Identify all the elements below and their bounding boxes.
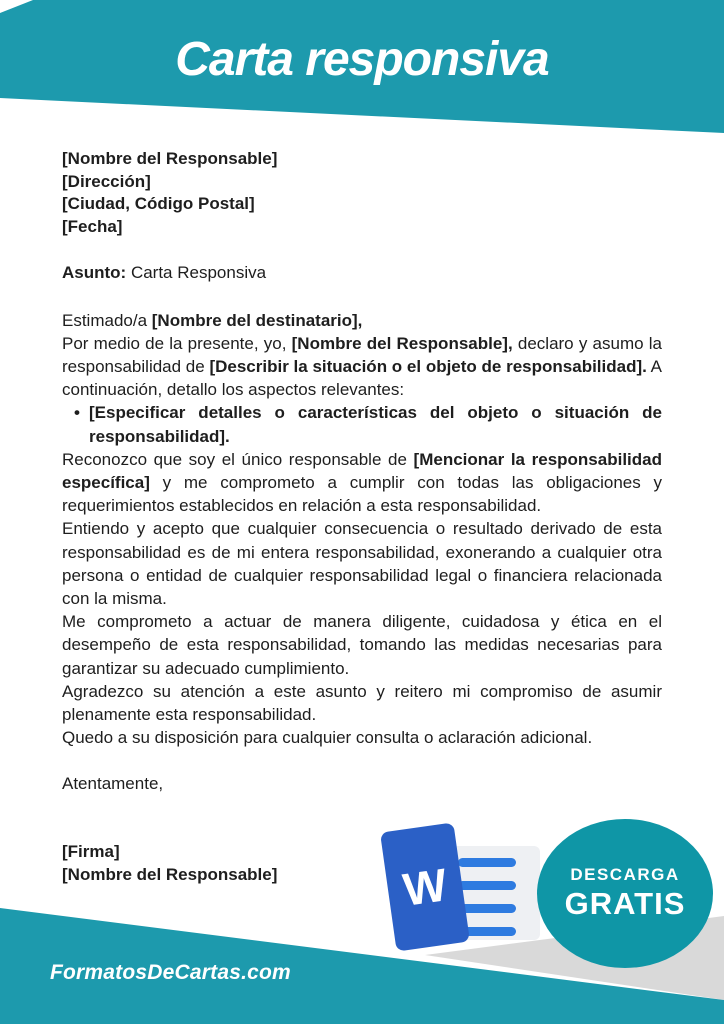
word-file-icon[interactable] xyxy=(382,818,547,958)
acknowledgement-paragraph: Reconozco que soy el único responsable de [Mencionar la responsabilidad específica] y me comprometo a cumplir con todas las obligaciones y requerimientos establecidos en relación a esta responsabilidad. xyxy=(62,449,662,516)
badge-gratis-label: GRATIS xyxy=(564,886,686,921)
letter-body xyxy=(62,148,662,886)
thanks-paragraph: Agradezco su atención a este asunto y reitero mi compromiso de asumir plenamente esta responsabilidad. xyxy=(62,681,662,724)
closing-line: Atentamente, xyxy=(62,774,164,794)
sender-city-line: [Ciudad, Código Postal] xyxy=(62,194,255,213)
bullet-text: [Especificar detalles o características del objeto o situación de responsabilidad]. xyxy=(89,403,662,446)
salutation-paragraph: Estimado/a [Nombre del destinatario], xyxy=(62,310,363,330)
badge-descarga-label: DESCARGA xyxy=(570,865,680,884)
word-panel-icon xyxy=(380,822,470,951)
bullet-icon: • xyxy=(74,403,80,423)
sender-address-line: [Dirección] xyxy=(62,171,151,191)
site-logo-text: FormatosDeCartas.com xyxy=(50,961,291,984)
word-letter: W xyxy=(399,858,451,916)
page-title: Carta responsiva xyxy=(175,33,549,86)
signature-placeholder: [Firma] xyxy=(62,841,120,861)
subject-label: Asunto: xyxy=(62,263,127,282)
download-free-badge[interactable] xyxy=(537,819,713,968)
sender-name-line: [Nombre del Responsable] xyxy=(62,149,278,168)
consequences-paragraph: Entiendo y acepto que cualquier consecuencia o resultado derivado de esta responsabilidad es de mi entera responsabilidad, exonerando a cualquier otra persona o entidad de cualquier responsabilidad legal o financiera relacionada con la misma. xyxy=(62,519,662,608)
intro-paragraph: Por medio de la presente, yo, [Nombre del Responsable], declaro y asumo la responsabilidad de [Describir la situación o el objeto de responsabilidad]. A continuación, detallo los aspectos relevantes: xyxy=(62,333,662,400)
word-textline-icon xyxy=(458,858,516,867)
subject-line xyxy=(62,262,662,285)
signature-name: [Nombre del Responsable] xyxy=(62,864,278,884)
sender-date-line: [Fecha] xyxy=(62,216,123,236)
letter-paragraphs xyxy=(62,309,662,886)
word-textline-icon xyxy=(458,904,516,913)
availability-paragraph: Quedo a su disposición para cualquier consulta o aclaración adicional. xyxy=(62,728,593,748)
details-bullet-item xyxy=(62,401,662,447)
commitment-paragraph: Me comprometo a actuar de manera diligente, cuidadosa y ética en el desempeño de esta responsabilidad, tomando las medidas necesarias para garantizar su adecuado cumplimiento. xyxy=(62,612,662,678)
subject-value: Carta Responsiva xyxy=(126,263,267,282)
word-textline-icon xyxy=(458,881,516,890)
